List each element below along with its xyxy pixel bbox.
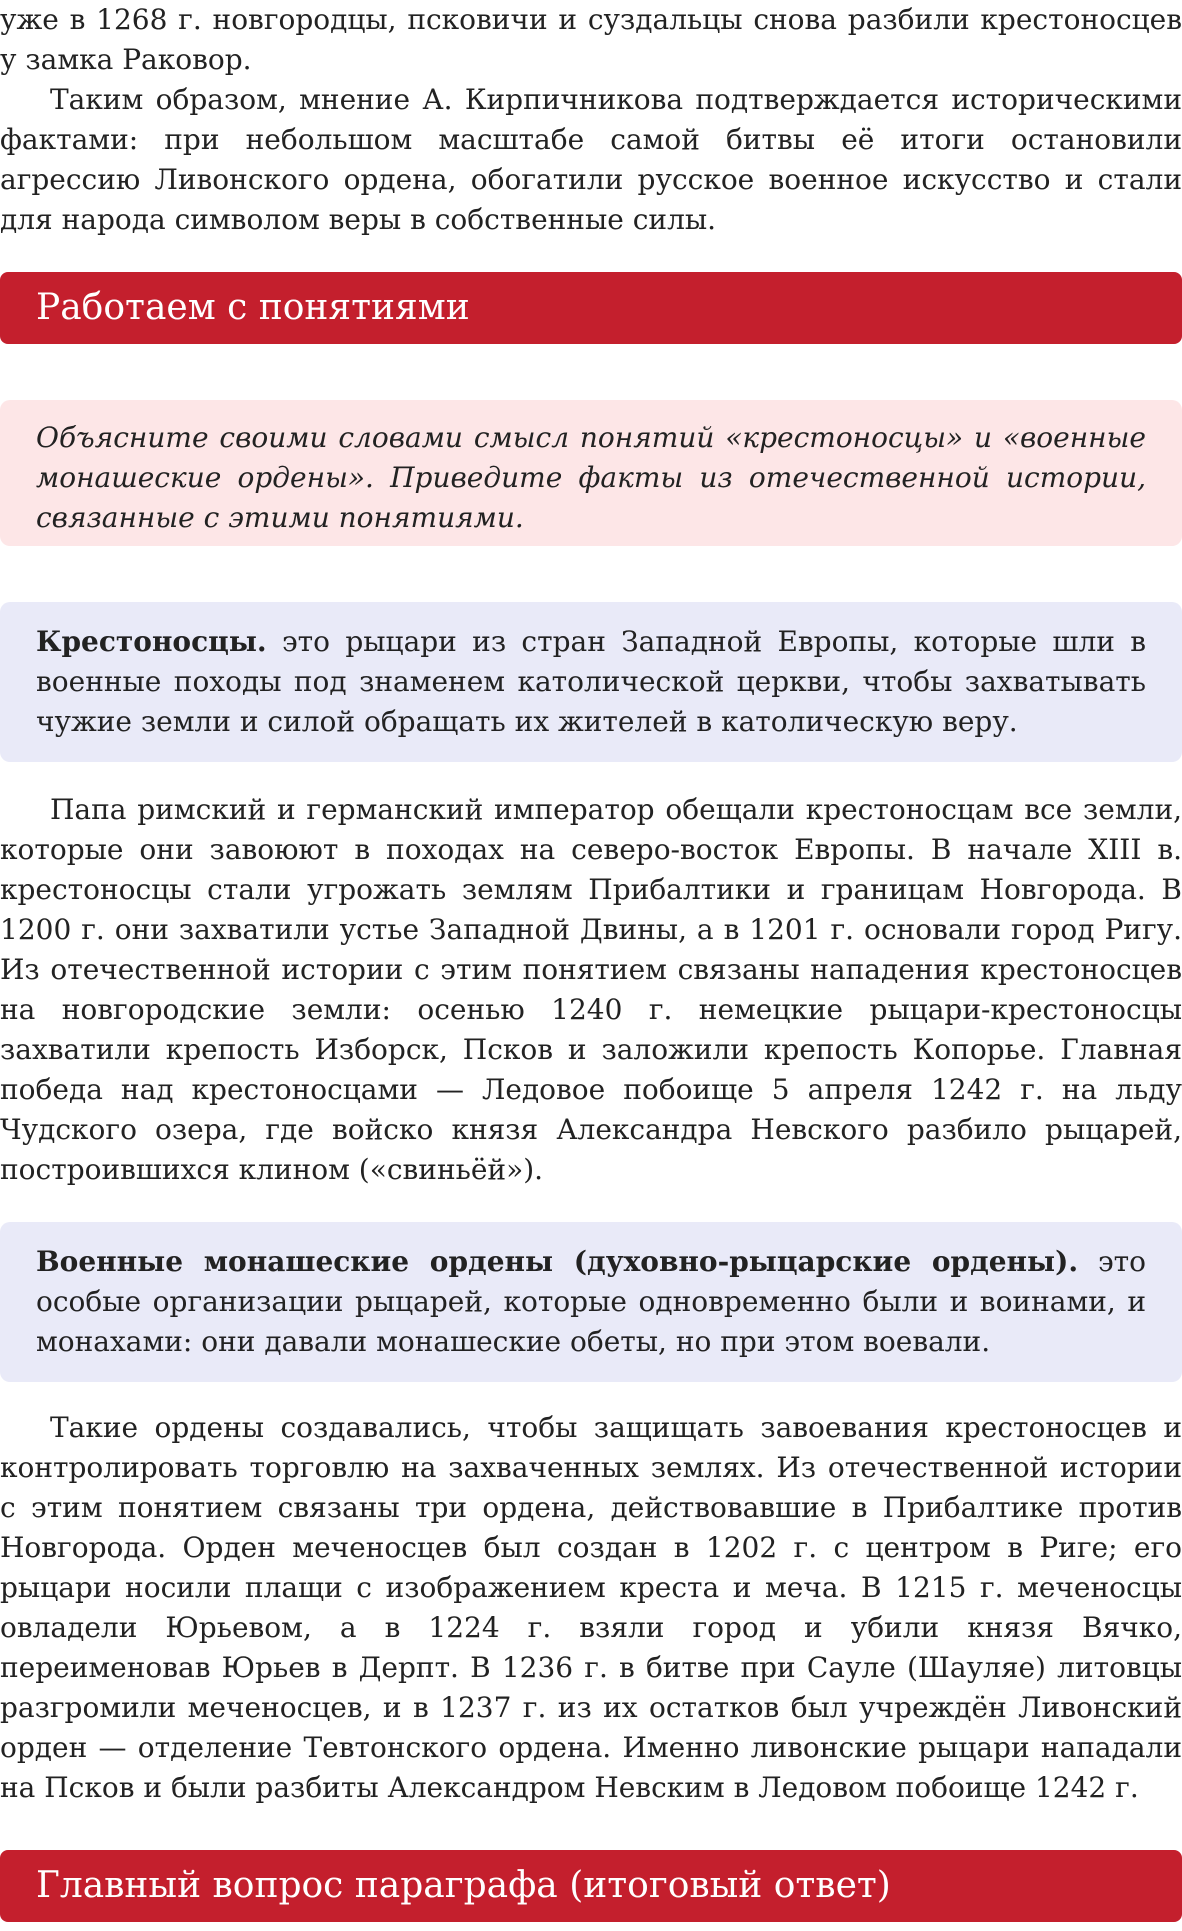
orders-facts-block <box>0 1408 1182 1808</box>
definition-text: это особые организации рыцарей, которые одновременно были и воинами, и монахами: они давали монашеские обеты, но при этом воевали. <box>36 1245 1146 1358</box>
definition-term: Крестоносцы. <box>36 625 267 658</box>
task-text: Объясните своими словами смысл понятий «крестоносцы» и «военные монашеские ордены». Приведите факты из отечественной истории, связанные с этими понятиями. <box>36 421 1146 534</box>
intro-conclusion-paragraph: Таким образом, мнение А. Кирпичникова подтверждается историческими фактами: при небольшом масштабе самой битвы её итоги остановили агрессию Ливонского ордена, обогатили русское военное искусство и стали для народа символом веры в собственные силы. <box>0 83 1182 236</box>
section-title: Главный вопрос параграфа (итоговый ответ) <box>36 1865 891 1906</box>
crusaders-facts-paragraph: Папа римский и германский император обещали крестоносцам все земли, которые они завоюют в походах на северо-восток Европы. В начале XIII в. крестоносцы стали угрожать землям Прибалтики и границам Новгорода. В 1200 г. они захватили устье Западной Двины, а в 1201 г. основали город Ригу. Из отечественной истории с этим понятием связаны нападения крестоносцев на новгородские земли: осенью 1240 г. немецкие рыцари-крестоносцы захватили крепость Изборск, Псков и заложили крепость Копорье. Главная победа над крестоносцами — Ледовое побоище 5 апреля 1242 г. на льду Чудского озера, где войско князя Александра Невского разбило рыцарей, построившихся клином («свиньёй»). <box>0 793 1182 1186</box>
definition-box-orders <box>0 1222 1182 1382</box>
definition-text: это рыцари из стран Западной Европы, которые шли в военные походы под знаменем католической церкви, чтобы захватывать чужие земли и силой обращать их жителей в католическую веру. <box>36 625 1146 738</box>
crusaders-facts-block <box>0 790 1182 1190</box>
section-banner-concepts <box>0 272 1182 344</box>
definition-box-crusaders <box>0 602 1182 762</box>
definition-term: Военные монашеские ордены (духовно-рыцарские ордены). <box>36 1245 1079 1278</box>
intro-block <box>0 0 1182 240</box>
intro-first-paragraph: уже в 1268 г. новгородцы, псковичи и суздальцы снова разбили крестоносцев у замка Раковор. <box>0 3 1182 76</box>
section-title: Работаем с понятиями <box>36 287 470 328</box>
task-box <box>0 400 1182 546</box>
orders-facts-paragraph: Такие ордены создавались, чтобы защищать завоевания крестоносцев и контролировать торговлю на захваченных землях. Из отечественной истории с этим понятием связаны три ордена, действовавшие в Прибалтике против Новгорода. Орден меченосцев был создан в 1202 г. с центром в Риге; его рыцари носили плащи с изображением креста и меча. В 1215 г. меченосцы овладели Юрьевом, а в 1224 г. взяли город и убили князя Вячко, переименовав Юрьев в Дерпт. В 1236 г. в битве при Сауле (Шауляе) литовцы разгромили меченосцев, и в 1237 г. из их остатков был учреждён Ливонский орден — отделение Тевтонского ордена. Именно ливонские рыцари нападали на Псков и были разбиты Александром Невским в Ледовом побоище 1242 г. <box>0 1411 1182 1804</box>
section-banner-main-question <box>0 1850 1182 1922</box>
